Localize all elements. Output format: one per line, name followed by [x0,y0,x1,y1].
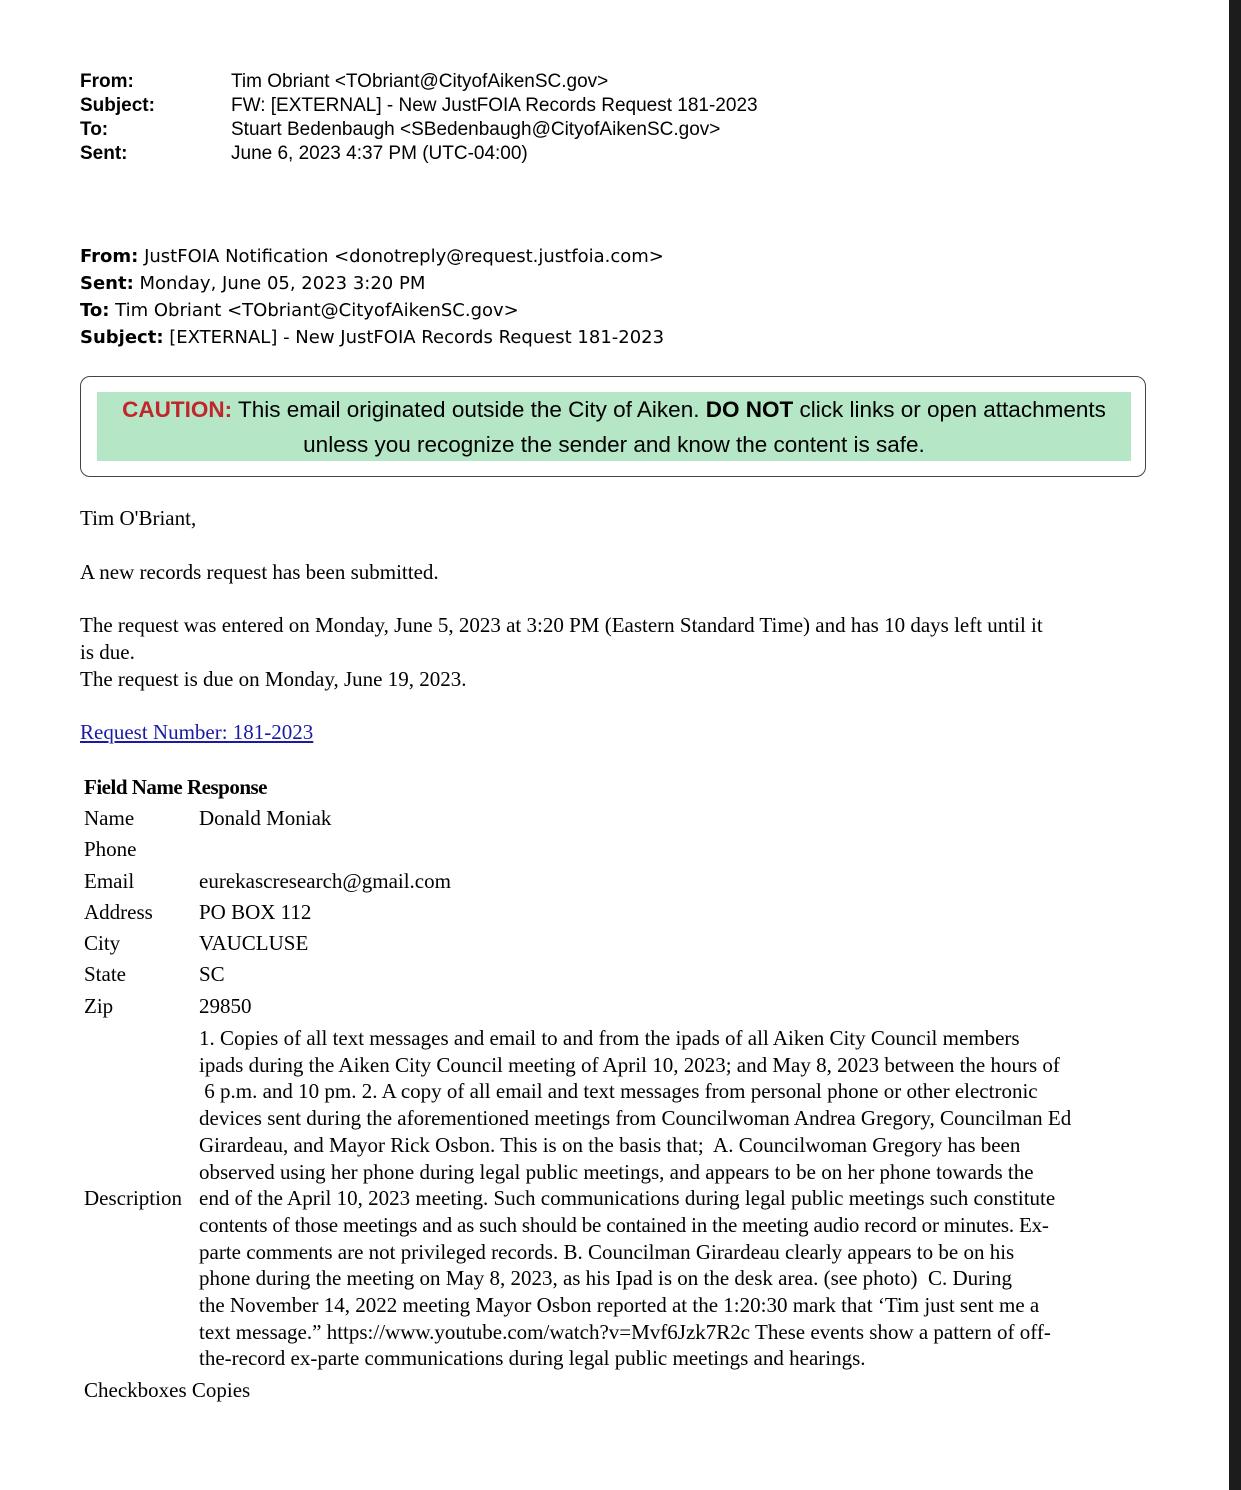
subject-label: Subject: [80,95,155,116]
table-row [84,991,451,1022]
field-name: Name [84,806,135,830]
greeting: Tim O'Briant, [80,506,197,530]
forward-header [80,70,758,166]
field-name: City [84,931,121,956]
description-label: Description [84,1186,182,1210]
description-line: parte comments are not privileged records. B. Councilman Girardeau clearly appears to be on his [199,1239,1015,1264]
description-line: phone during the meeting on May 8, 2023, as his Ipad is on the desk area. (see photo) C. During [199,1266,1013,1291]
orig-to-row [80,297,664,324]
submitted-text: A new records request has been submitted. [80,560,439,584]
caution-banner [80,376,1146,477]
orig-to-label: To: [80,300,110,321]
header-subject-row [80,94,758,118]
orig-from-row [80,243,664,270]
to-label: To: [80,119,109,140]
header-to-row [80,118,758,142]
field-value: 29850 [199,993,252,1018]
orig-from-label: From: [80,246,139,267]
table-row [84,834,451,865]
table-row [84,803,451,834]
field-name: State [84,962,126,987]
caution-text-1: This email originated outside the City of Aiken. [232,397,706,422]
caution-banner-fill [97,392,1131,461]
caution-text-2: click links or open attachments [793,397,1106,422]
orig-subject-row [80,324,664,351]
sent-value: June 6, 2023 4:37 PM (UTC-04:00) [231,143,528,164]
orig-from-value: JustFOIA Notification <donotreply@request.justfoia.com> [138,246,664,267]
description-line: end of the April 10, 2023 meeting. Such communications during legal public meetings such constitute [199,1186,1056,1211]
table-header: Field Name Response [84,775,267,799]
original-message-header [80,243,664,351]
field-name: Zip [84,993,114,1018]
orig-subject-label: Subject: [80,327,164,348]
to-value: Stuart Bedenbaugh <SBedenbaugh@CityofAikenSC.gov> [231,119,721,140]
entered-text-line-1: The request was entered on Monday, June 5, 2023 at 3:20 PM (Eastern Standard Time) and has 10 days left until it [80,613,1043,637]
do-not-text: DO NOT [705,397,794,422]
subject-value: FW: [EXTERNAL] - New JustFOIA Records Request 181-2023 [231,95,758,116]
caution-label: CAUTION: [122,397,233,422]
field-name: Email [84,868,135,893]
request-number-link[interactable]: Request Number: 181-2023 [80,720,314,744]
table-row [84,897,451,928]
orig-sent-row [80,270,664,297]
sent-label: Sent: [80,143,128,164]
field-value: Donald Moniak [199,806,332,830]
from-value: Tim Obriant <TObriant@CityofAikenSC.gov> [231,71,609,92]
from-label: From: [80,71,134,92]
field-name: Phone [84,837,137,862]
field-value: PO BOX 112 [199,899,312,924]
fields-table [84,772,451,1022]
header-from-row [80,70,758,94]
description-line: observed using her phone during legal public meetings, and appears to be on her phone towards the [199,1159,1034,1184]
orig-sent-label: Sent: [80,273,134,294]
field-name: Address [84,899,153,924]
description-line: the-record ex-parte communications during legal public meetings and hearings. [199,1346,866,1371]
caution-line-2: unless you recognize the sender and know the content is safe. [303,432,925,457]
field-value: eurekascresearch@gmail.com [199,868,451,893]
description-line: 6 p.m. and 10 pm. 2. A copy of all email and text messages from personal phone or other electronic [199,1079,1038,1104]
orig-sent-value: Monday, June 05, 2023 3:20 PM [133,273,426,294]
page-edge-shadow [1229,0,1241,1490]
description-line: 1. Copies of all text messages and email to and from the ipads of all Aiken City Council members [199,1026,1020,1050]
table-row [84,928,451,959]
due-text: The request is due on Monday, June 19, 2023. [80,667,467,691]
table-row [84,959,451,990]
orig-to-value: Tim Obriant <TObriant@CityofAikenSC.gov> [109,300,519,321]
description-line: contents of those meetings and as such should be contained in the meeting audio record or minutes. Ex- [199,1212,1049,1237]
caution-line-1 [97,392,1131,427]
description-line: ipads during the Aiken City Council meeting of April 10, 2023; and May 8, 2023 between the hours of [199,1052,1060,1077]
header-sent-row [80,142,758,166]
checkboxes-row: Checkboxes Copies [84,1378,251,1402]
field-value: SC [199,962,225,987]
table-row [84,866,451,897]
description-line: devices sent during the aforementioned meetings from Councilwoman Andrea Gregory, Councilman Ed [199,1106,1072,1131]
description-line: the November 14, 2022 meeting Mayor Osbon reported at the 1:20:30 mark that ‘Tim just sent me a [199,1293,1040,1318]
entered-text-line-2: is due. [80,640,135,664]
description-line: Girardeau, and Mayor Rick Osbon. This is on the basis that; A. Councilwoman Gregory has been [199,1132,1021,1157]
description-text [199,1025,1149,1372]
field-value: VAUCLUSE [199,931,309,956]
orig-subject-value: [EXTERNAL] - New JustFOIA Records Request 181-2023 [163,327,665,348]
description-line: text message.” https://www.youtube.com/watch?v=Mvf6Jzk7R2c These events show a pattern of off- [199,1319,1051,1344]
